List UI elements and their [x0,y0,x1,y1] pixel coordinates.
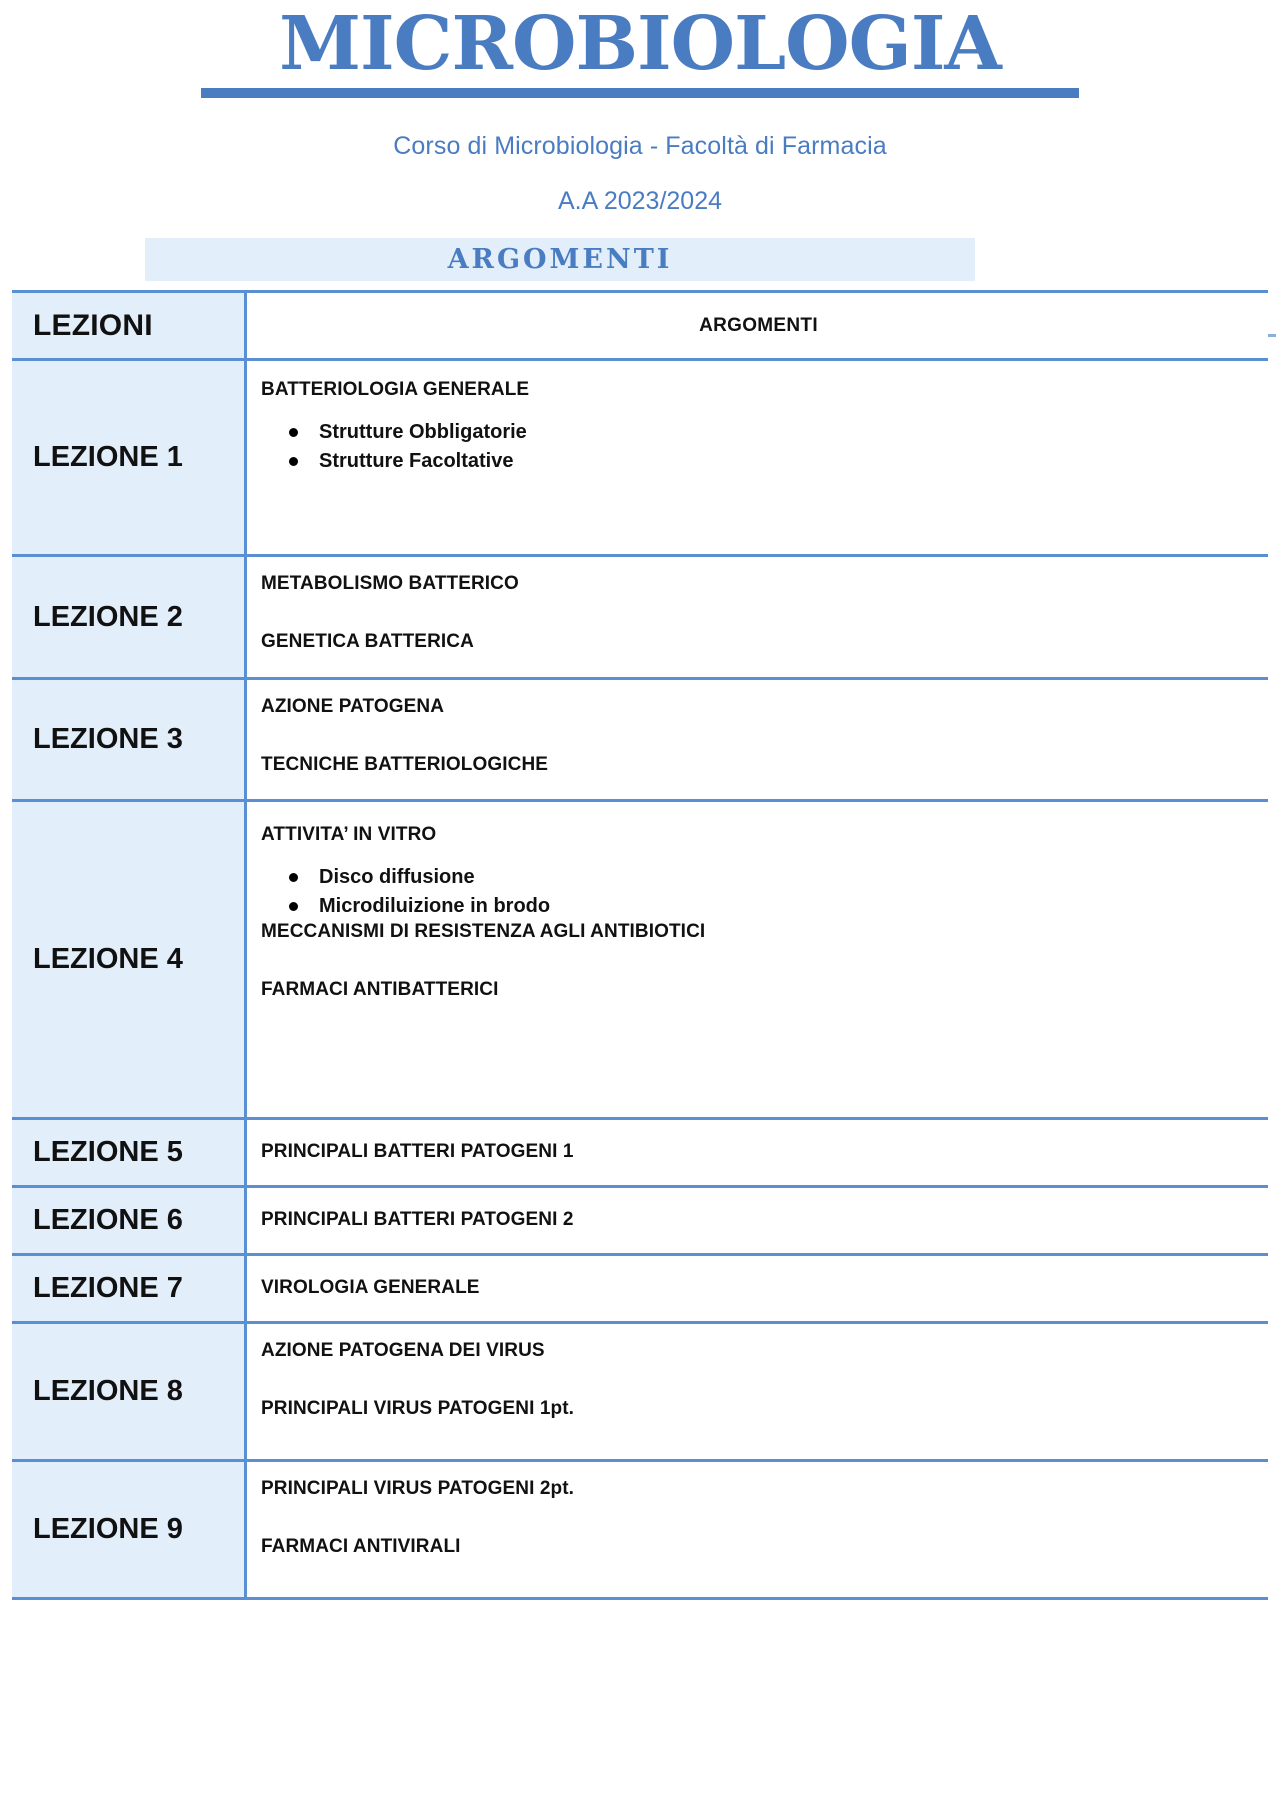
topics-table [12,290,1268,1600]
column-header-topics: ARGOMENTI [699,314,818,336]
bullet-dot-icon [289,873,298,882]
table-row [12,677,1268,799]
lesson-label: LEZIONE 1 [33,441,183,473]
list-item [289,447,1256,476]
column-header-topics-cell [247,293,1268,358]
lesson-label-cell [12,680,247,799]
topic-line: METABOLISMO BATTERICO [261,573,519,594]
list-item-label: Microdiluizione in brodo [319,894,551,917]
table-row [12,1321,1268,1459]
lesson-topics-cell [247,1462,1268,1597]
lesson-label-cell [12,802,247,1117]
bullet-dot-icon [289,902,298,911]
topic-line: AZIONE PATOGENA [261,696,445,717]
list-item [289,418,1256,447]
list-item [289,863,1256,892]
lesson-topics-cell [247,680,1268,799]
topic-line: FARMACI ANTIBATTERICI [261,978,499,1000]
lesson-label: LEZIONE 5 [33,1136,183,1168]
lesson-label-cell [12,1120,247,1185]
lesson-label-cell [12,1462,247,1597]
lesson-label-cell [12,1324,247,1459]
table-row [12,1185,1268,1253]
lesson-topics-cell [247,1256,1268,1321]
topic-line: MECCANISMI DI RESISTENZA AGLI ANTIBIOTICI [261,920,706,942]
lesson-label: LEZIONE 7 [33,1272,183,1304]
table-row [12,1459,1268,1600]
topic-line: PRINCIPALI BATTERI PATOGENI 2 [261,1209,574,1231]
lesson-label-cell [12,1256,247,1321]
lesson-topics-cell [247,557,1268,677]
lesson-topics-cell [247,361,1268,554]
lesson-topics-cell [247,1324,1268,1459]
topic-line: ATTIVITA’ IN VITRO [261,824,437,845]
list-item-label: Strutture Facoltative [319,449,514,472]
table-row [12,358,1268,554]
topic-line: AZIONE PATOGENA DEI VIRUS [261,1340,545,1361]
lesson-topics-cell [247,802,1268,1117]
topic-line: PRINCIPALI BATTERI PATOGENI 1 [261,1141,574,1163]
lesson-topics-cell [247,1120,1268,1185]
topic-line: PRINCIPALI VIRUS PATOGENI 1pt. [261,1397,575,1419]
table-row [12,554,1268,677]
topic-line: VIROLOGIA GENERALE [261,1277,480,1299]
argomenti-banner-label: ARGOMENTI [447,244,673,275]
list-item [289,892,1256,921]
bullet-dot-icon [289,457,298,466]
column-header-lessons: LEZIONI [33,308,153,342]
lesson-label-cell [12,361,247,554]
document-header [0,0,1280,216]
lesson-topics-cell [247,1188,1268,1253]
list-item-label: Strutture Obbligatorie [319,420,527,443]
topic-line: PRINCIPALI VIRUS PATOGENI 2pt. [261,1478,575,1499]
lesson-label-cell [12,1188,247,1253]
course-subtitle: Corso di Microbiologia - Facoltà di Farmacia [393,131,887,160]
lesson-label: LEZIONE 2 [33,600,183,633]
table-header-row [12,290,1268,358]
academic-year: A.A 2023/2024 [557,186,723,215]
topic-line: BATTERIOLOGIA GENERALE [261,379,530,400]
table-row [12,799,1268,1117]
column-header-lessons-cell [12,293,247,358]
table-row [12,1117,1268,1185]
list-item-label: Disco diffusione [319,865,475,888]
lesson-label: LEZIONE 4 [33,943,183,975]
page-title: MICROBIOLOGIA [279,1,1001,87]
lesson-label: LEZIONE 9 [33,1513,183,1545]
bullet-dot-icon [289,428,298,437]
topic-bullet-list [261,863,1256,921]
topic-line: FARMACI ANTIVIRALI [261,1535,461,1557]
topic-bullet-list [261,418,1256,476]
lesson-label: LEZIONE 6 [33,1204,183,1236]
argomenti-banner [145,238,975,281]
topic-line: GENETICA BATTERICA [261,630,474,652]
lesson-label: LEZIONE 8 [33,1375,183,1407]
lesson-label: LEZIONE 3 [33,723,183,755]
topic-line: TECNICHE BATTERIOLOGICHE [261,753,549,775]
title-underline-rule [201,88,1079,98]
lesson-label-cell [12,557,247,677]
table-row [12,1253,1268,1321]
